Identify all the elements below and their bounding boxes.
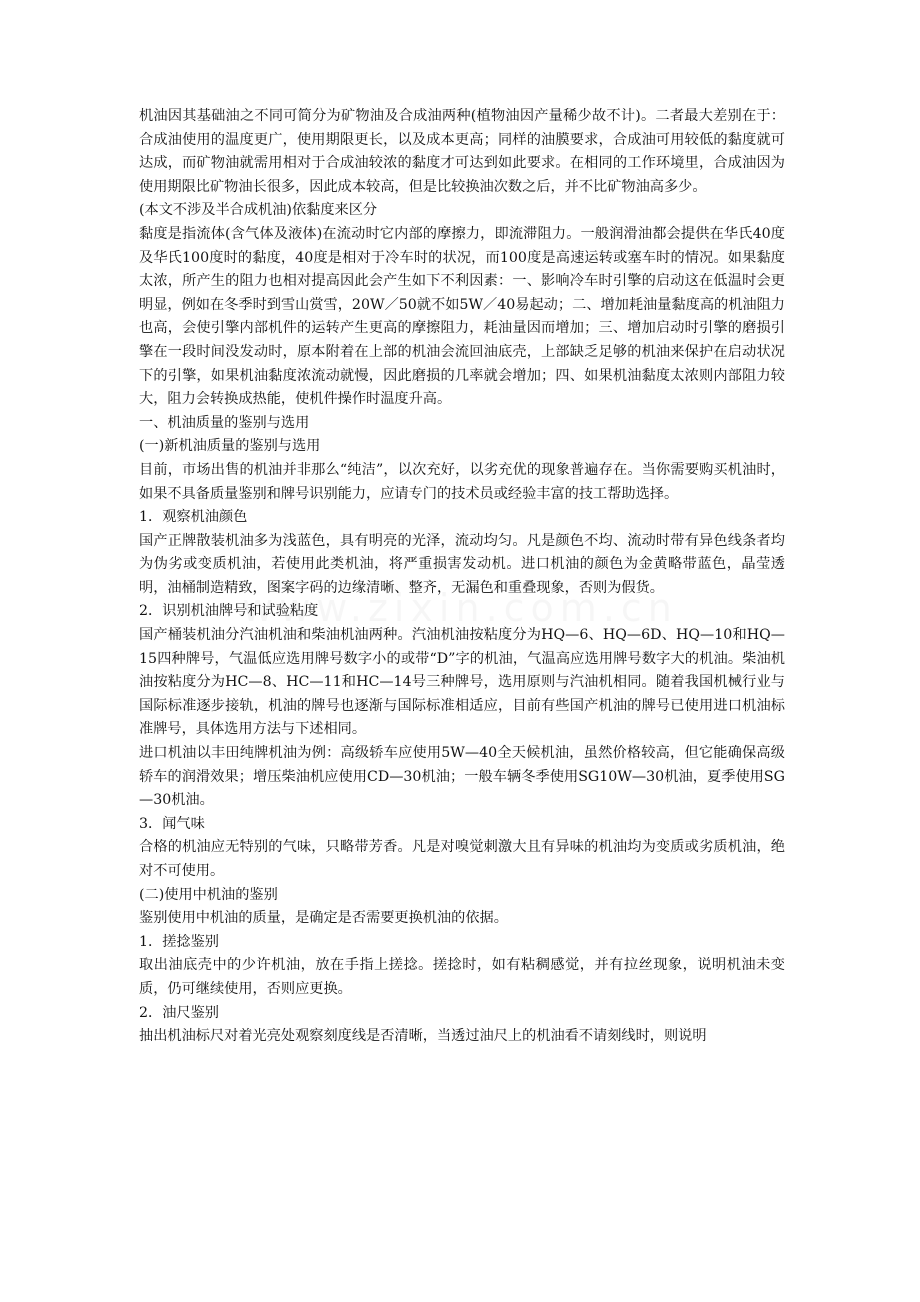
heading-item-rub: 1．搓捻鉴别 <box>139 933 219 950</box>
paragraph-rub: 取出油底壳中的少许机油，放在手指上搓捻。搓捻时，如有粘稠感觉，并有拉丝现象，说明机油未变质，仍可继续使用，否则应更换。 <box>139 957 785 997</box>
paragraph-smell: 合格的机油应无特别的气味，只略带芳香。凡是对嗅觉刺激大且有异味的机油均为变质或劣质机油，绝对不可使用。 <box>139 839 785 879</box>
paragraph-imported-grade: 进口机油以丰田纯牌机油为例：高级轿车应使用5W—40全天候机油，虽然价格较高，但它能确保高级轿车的润滑效果；增压柴油机应使用CD—30机油；一般车辆冬季使用SG10W—30机油，夏季使用SG—30机油。 <box>139 745 785 809</box>
document-body <box>139 105 785 1049</box>
paragraph-viscosity: 黏度是指流体(含气体及液体)在流动时它内部的摩擦力，即流滞阻力。一般润滑油都会提供在华氏40度及华氏100度时的黏度，40度是相对于冷车时的状况，而100度是高速运转或塞车时的情况。如果黏度太浓，所产生的阻力也相对提高因此会产生如下不利因素：一、影响冷车时引擎的启动这在低温时会更明显，例如在冬季时到雪山赏雪，20W／50就不如5W／40易起动；二、增加耗油量黏度高的机油阻力也高，会使引擎内部机件的运转产生更高的摩擦阻力，耗油量因而增加；三、增加启动时引擎的磨损引擎在一段时间没发动时，原本附着在上部的机油会流回油底壳，上部缺乏足够的机油来保护在启动状况下的引擎，如果机油黏度浓流动就慢，因此磨损的几率就会增加；四、如果机油黏度太浓则内部阻力较大，阻力会转换成热能，使机件操作时温度升高。 <box>139 225 785 408</box>
paragraph-domestic-grade: 国产桶装机油分汽油机油和柴油机油两种。汽油机油按粘度分为HQ—6、HQ—6D、HQ—10和HQ—15四种牌号，气温低应选用牌号数字小的或带“D”字的机油，气温高应选用牌号数字大的机油。柴油机油按粘度分为HC—8、HC—11和HC—14号三种牌号，选用原则与汽油机相同。随着我国机械行业与国际标准逐步接轨，机油的牌号也逐渐与国际标准相适应，目前有些国产机油的牌号已使用进口机油标准牌号，具体选用方法与下述相同。 <box>139 627 785 738</box>
heading-item-grade: 2．识别机油牌号和试验粘度 <box>139 603 319 620</box>
heading-subsection-2: (二)使用中机油的鉴别 <box>139 886 278 903</box>
paragraph-dipstick: 抽出机油标尺对着光亮处观察刻度线是否清晰，当透过油尺上的机油看不请刻线时，则说明 <box>139 1028 707 1045</box>
paragraph-in-use: 鉴别使用中机油的质量，是确定是否需要更换机油的依据。 <box>139 910 508 927</box>
paragraph-market: 目前，市场出售的机油并非那么“纯洁”，以次充好，以劣充优的现象普遍存在。当你需要购买机油时，如果不具备质量鉴别和牌号识别能力，应请专门的技术员或经验丰富的技工帮助选择。 <box>139 461 785 502</box>
heading-item-dipstick: 2．油尺鉴别 <box>139 1004 219 1021</box>
paragraph-note: (本文不涉及半合成机油)依黏度来区分 <box>139 202 378 219</box>
heading-subsection-1: (一)新机油质量的鉴别与选用 <box>139 438 321 455</box>
heading-item-smell: 3．闻气味 <box>139 815 205 832</box>
paragraph-intro: 机油因其基础油之不同可简分为矿物油及合成油两种(植物油因产量稀少故不计)。二者最大差别在于：合成油使用的温度更广，使用期限更长，以及成本更高；同样的油膜要求，合成油可用较低的黏度就可达成，而矿物油就需用相对于合成油较浓的黏度才可达到如此要求。在相同的工作环境里，合成油因为使用期限比矿物油长很多，因此成本较高，但是比较换油次数之后，并不比矿物油高多少。 <box>139 108 785 195</box>
heading-item-color: 1．观察机油颜色 <box>139 509 248 526</box>
paragraph-color: 国产正牌散装机油多为浅蓝色，具有明亮的光泽，流动均匀。凡是颜色不均、流动时带有异色线条者均为伪劣或变质机油，若使用此类机油，将严重损害发动机。进口机油的颜色为金黄略带蓝色，晶莹透明，油桶制造精致，图案字码的边缘清晰、整齐，无漏色和重叠现象，否则为假货。 <box>139 532 785 596</box>
heading-section-1: 一、机油质量的鉴别与选用 <box>139 414 310 431</box>
